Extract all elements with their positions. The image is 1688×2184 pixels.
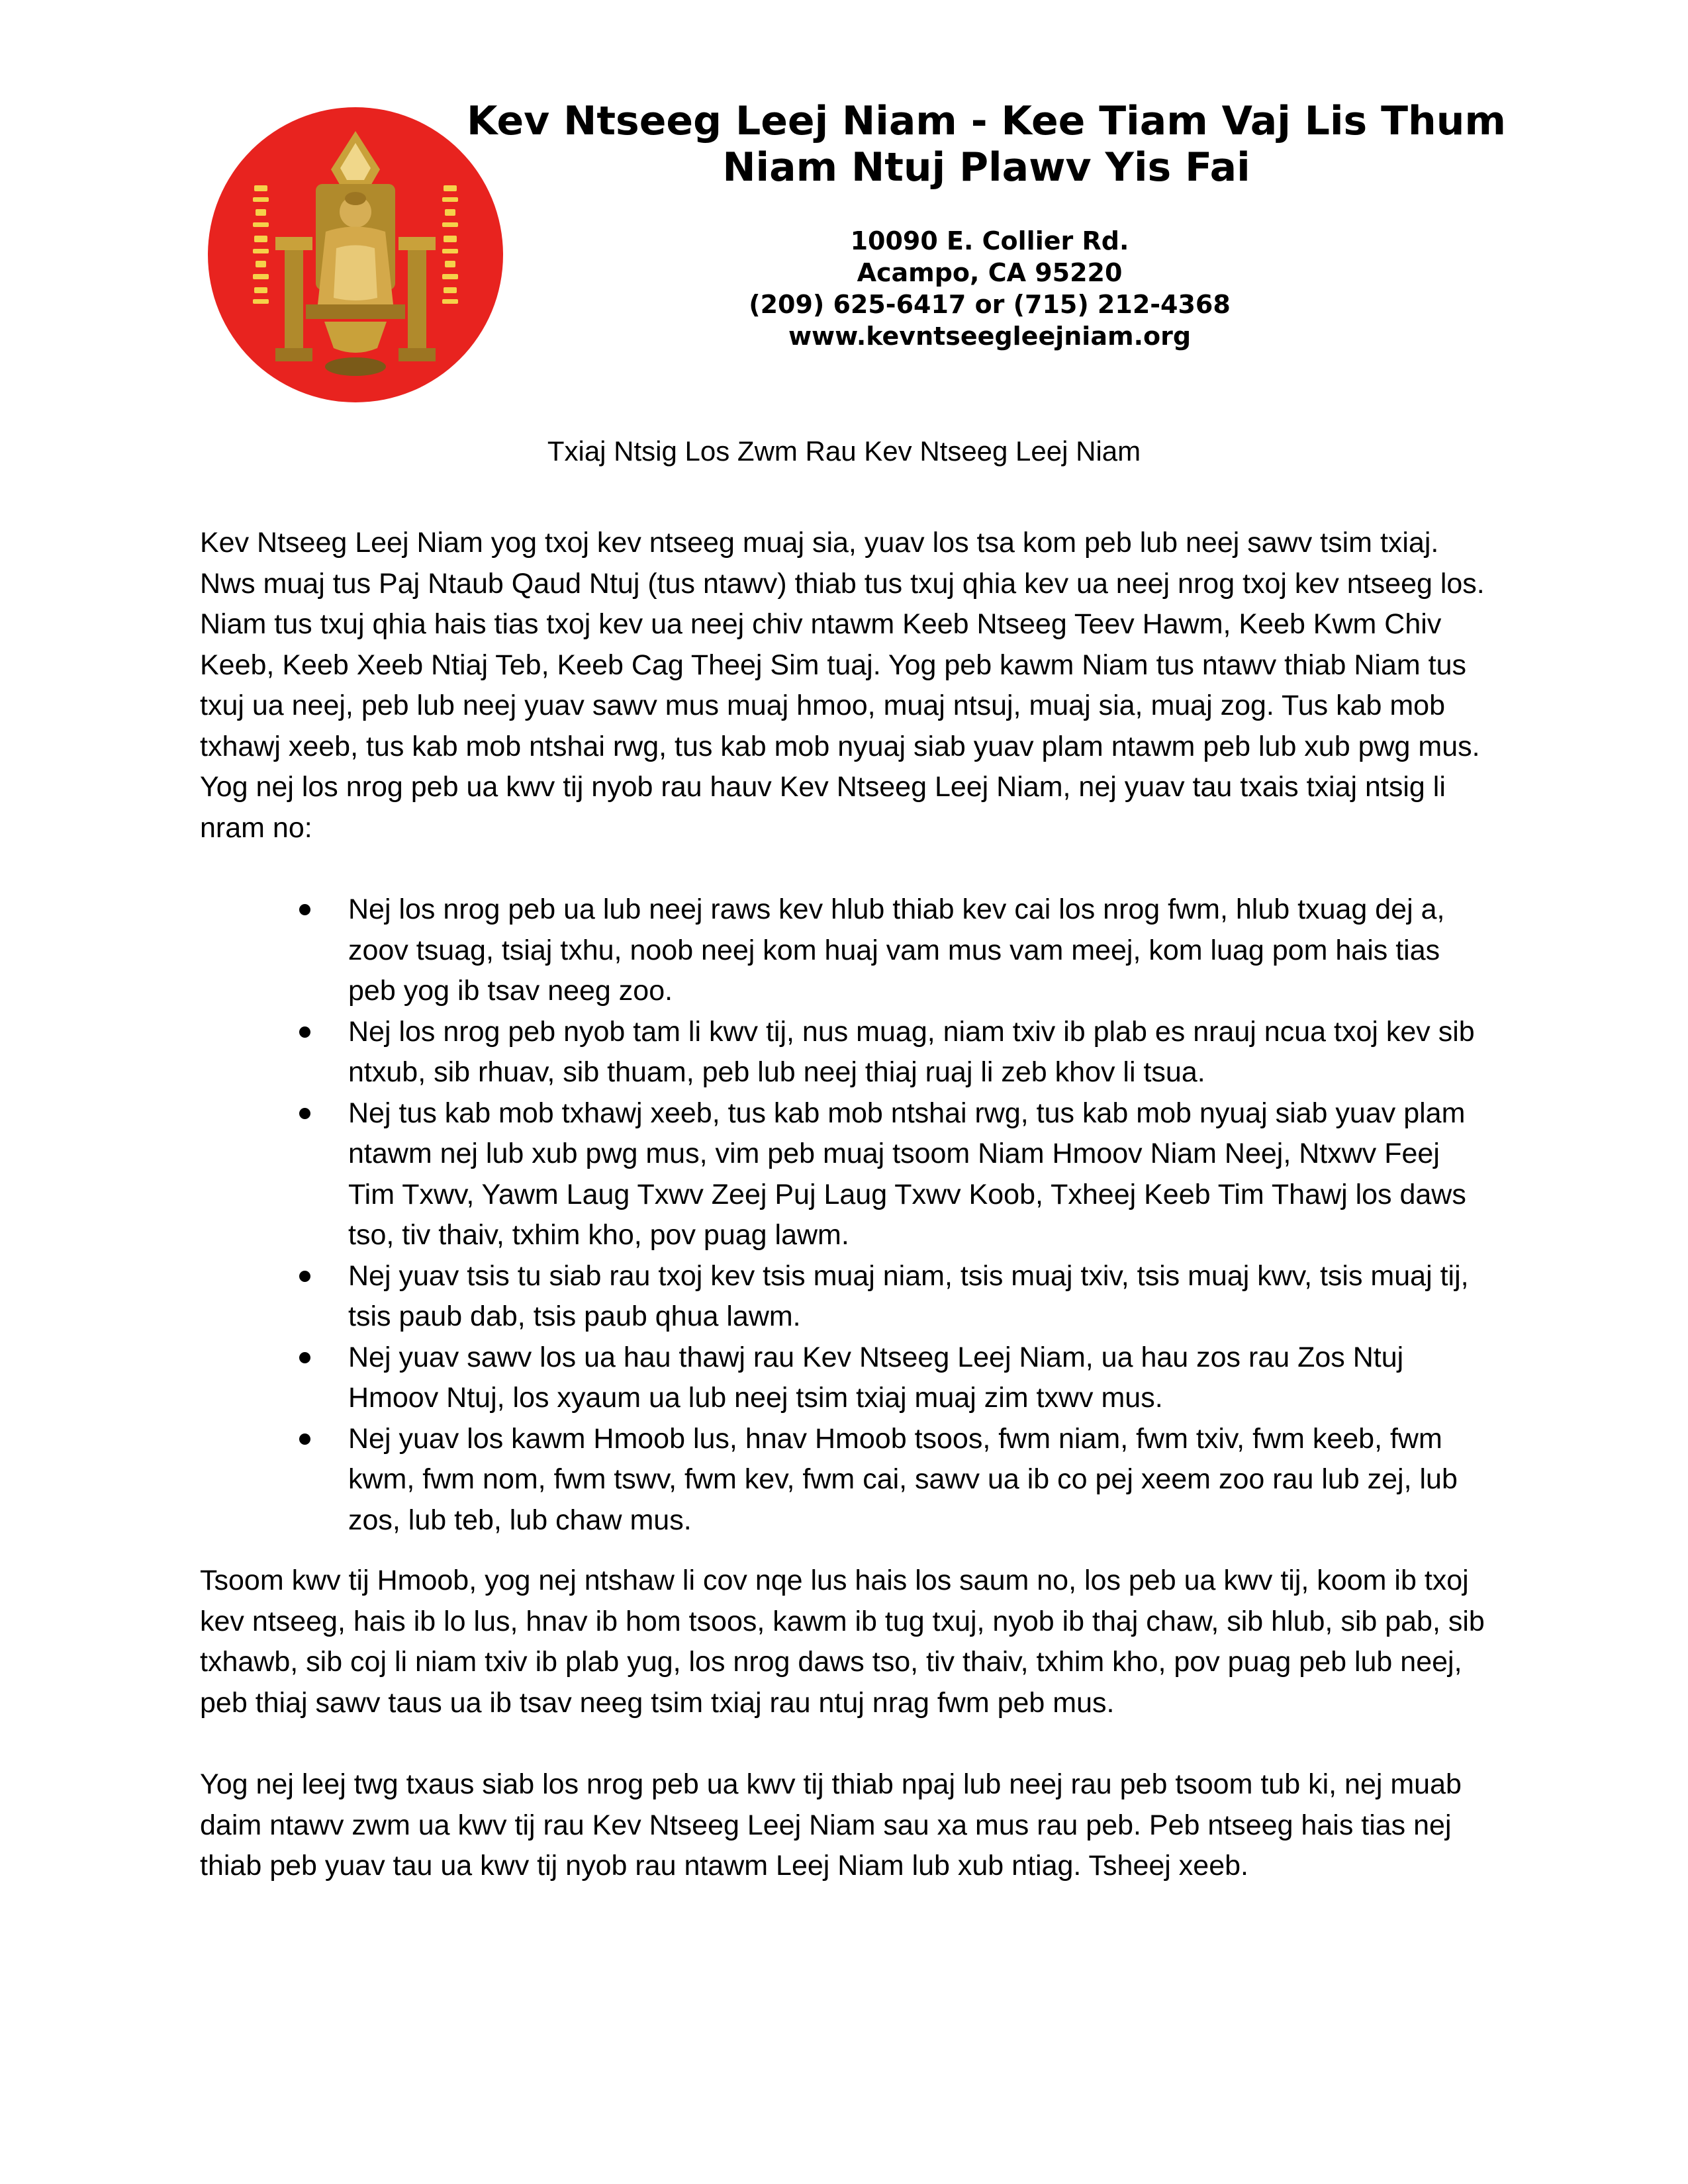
intro-paragraph: Kev Ntseeg Leej Niam yog txoj kev ntseeg muaj sia, yuav los tsa kom peb lub neej sawv tsim txiaj. Nws muaj tus Paj Ntaub Qaud Ntuj (tus ntawv) thiab tus txuj qhia kev ua neej nrog txoj kev ntseeg los. Niam tus txuj qhia hais tias txoj kev ua neej chiv ntawm Keeb Ntseeg Teev Hawm, Keeb Kwm Chiv Keeb, Keeb Xeeb Ntiaj Teb, Keeb Cag Theej Sim tuaj. Yog peb kawm Niam tus ntawv thiab Niam tus txuj ua neej, peb lub neej yuav sawv mus muaj hmoo, muaj ntsuj, muaj sia, muaj zog. Tus kab mob txhawj xeeb, tus kab mob ntshai rwg, tus kab mob nyuaj siab yuav plam ntawm peb lub xub pwg mus. Yog nej los nrog peb ua kwv tij nyob rau hauv Kev Ntseeg Leej Niam, nej yuav tau txais txiaj ntsig li nram no:: [200, 527, 1485, 844]
list-item-text: Nej yuav tsis tu siab rau txoj kev tsis muaj niam, tsis muaj txiv, tsis muaj kwv, tsis muaj tij, tsis paub dab, tsis paub qhua lawm.: [348, 1259, 1469, 1332]
list-item: [200, 889, 1491, 1012]
list-item-text: Nej yuav sawv los ua hau thawj rau Kev Ntseeg Leej Niam, ua hau zos rau Zos Ntuj Hmoov Ntuj, los xyaum ua lub neej tsim txiaj muaj zim txwv mus.: [348, 1341, 1404, 1414]
bullet-icon: [299, 1026, 310, 1038]
list-item: [200, 1419, 1491, 1541]
organization-name: [457, 98, 1516, 191]
bullet-icon: [299, 1271, 310, 1282]
document-title: Txiaj Ntsig Los Zwm Rau Kev Ntseeg Leej Niam: [547, 435, 1141, 467]
letter-body: [200, 523, 1491, 1887]
organization-name-line2: Niam Ntuj Plawv Yis Fai: [722, 144, 1250, 191]
list-item-text: Nej los nrog peb nyob tam li kwv tij, nus muag, niam txiv ib plab es nrauj ncua txoj kev sib ntxub, sib rhuav, sib thuam, peb lub neej thiaj ruaj li zeb khov li tsua.: [348, 1015, 1475, 1088]
list-item: [200, 1012, 1491, 1093]
community-paragraph: Tsoom kwv tij Hmoob, yog nej ntshaw li cov nqe lus hais los saum no, los peb ua kwv tij, koom ib txoj kev ntseeg, hais ib lo lus, hnav ib hom tsoos, kawm ib tug txuj, nyob ib thaj chaw, sib hlub, sib pab, sib txhawb, sib coj li niam txiv ib plab yug, los nrog daws tso, tiv thaiv, txhim kho, pov puag peb lub neej, peb thiaj sawv taus ua ib tsav neeg tsim txiaj rau ntuj nrag fwm peb mus.: [200, 1565, 1485, 1719]
benefits-list: [200, 889, 1491, 1541]
phone-numbers: (209) 625-6417 or (715) 212-4368: [749, 290, 1231, 319]
list-item: [200, 1256, 1491, 1338]
list-item-text: Nej yuav los kawm Hmoob lus, hnav Hmoob tsoos, fwm niam, fwm txiv, fwm keeb, fwm kwm, fwm nom, fwm tswv, fwm kev, fwm cai, sawv ua ib co pej xeem zoo rau lub zej, lub zos, lub teb, lub chaw mus.: [348, 1422, 1458, 1536]
organization-name-line1: Kev Ntseeg Leej Niam - Kee Tiam Vaj Lis Thum: [467, 98, 1506, 144]
closing-paragraph: Yog nej leej twg txaus siab los nrog peb ua kwv tij thiab npaj lub neej rau peb tsoom tub ki, nej muab daim ntawv zwm ua kwv tij rau Kev Ntseeg Leej Niam sau xa mus rau peb. Peb ntseeg hais tias nej thiab peb yuav tau ua kwv tij nyob rau ntawm Leej Niam lub xub ntiag. Tsheej xeeb.: [200, 1768, 1462, 1882]
address-city: Acampo, CA 95220: [857, 258, 1123, 287]
list-item-text: Nej tus kab mob txhawj xeeb, tus kab mob ntshai rwg, tus kab mob nyuaj siab yuav plam ntawm nej lub xub pwg mus, vim peb muaj tsoom Niam Hmoov Niam Neej, Ntxwv Feej Tim Txwv, Yawm Laug Txwv Zeej Puj Laug Txwv Koob, Txheej Keeb Tim Thawj los daws tso, tiv thaiv, txhim kho, pov puag lawm.: [348, 1097, 1466, 1251]
list-item-text: Nej los nrog peb ua lub neej raws kev hlub thiab kev cai los nrog fwm, hlub txuag dej a, zoov tsuag, tsiaj txhu, noob neej kom huaj vam mus vam meej, kom luag pom hais tias peb yog ib tsav neeg zoo.: [348, 893, 1445, 1007]
bullet-icon: [299, 1433, 310, 1445]
bullet-icon: [299, 1352, 310, 1363]
contact-block: [692, 225, 1288, 352]
address-street: 10090 E. Collier Rd.: [850, 226, 1129, 255]
list-item: [200, 1093, 1491, 1256]
website-link[interactable]: www.kevntseegleejniam.org: [788, 322, 1192, 351]
list-item: [200, 1338, 1491, 1419]
bullet-icon: [299, 1108, 310, 1119]
bullet-icon: [299, 904, 310, 915]
